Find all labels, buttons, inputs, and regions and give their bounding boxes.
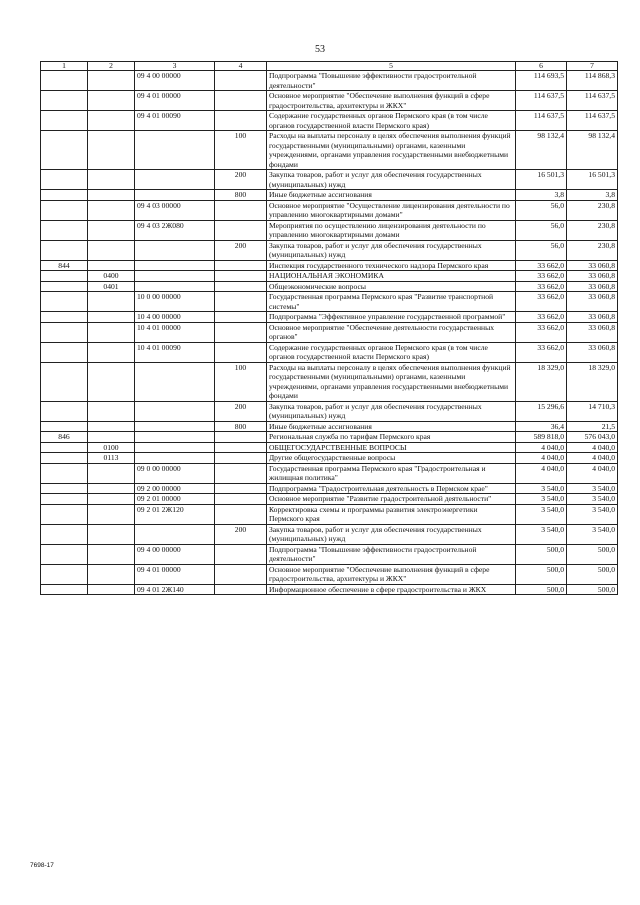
table-row [41,312,618,323]
target-article-cell [135,442,215,453]
amount-year1-cell: 33 662,0 [516,260,567,271]
target-article-cell: 09 4 00 00000 [135,544,215,564]
description-cell: Инспекция государственного технического надзора Пермского края [267,260,516,271]
amount-year1-cell: 3,8 [516,190,567,201]
description-cell: Закупка товаров, работ и услуг для обеспечения государственных (муниципальных) нужд [267,524,516,544]
amount-year1-cell: 18 329,0 [516,362,567,401]
amount-year1-cell: 56,0 [516,220,567,240]
table-row [41,131,618,170]
amount-year2-cell: 3 540,0 [567,504,618,524]
amount-year1-cell: 15 296,6 [516,401,567,421]
section-code-cell [88,292,135,312]
description-cell: Государственная программа Пермского края "Градостроительная и жилищная политика" [267,463,516,483]
expense-type-cell [215,463,267,483]
admin-code-cell [41,170,88,190]
target-article-cell [135,401,215,421]
amount-year1-cell: 33 662,0 [516,271,567,282]
amount-year1-cell: 3 540,0 [516,483,567,494]
amount-year1-cell: 500,0 [516,564,567,584]
amount-year2-cell: 33 060,8 [567,342,618,362]
section-code-cell [88,170,135,190]
admin-code-cell [41,463,88,483]
amount-year2-cell: 114 868,3 [567,71,618,91]
expense-type-cell: 200 [215,240,267,260]
table-row [41,111,618,131]
amount-year2-cell: 230,8 [567,200,618,220]
section-code-cell: 0400 [88,271,135,282]
admin-code-cell [41,271,88,282]
description-cell: Подпрограмма "Эффективное управление государственной программой" [267,312,516,323]
table-row [41,544,618,564]
table-row [41,453,618,464]
expense-type-cell [215,483,267,494]
table-row [41,584,618,595]
amount-year1-cell: 114 693,5 [516,71,567,91]
description-cell: Основное мероприятие "Обеспечение деятельности государственных органов" [267,322,516,342]
amount-year1-cell: 4 040,0 [516,463,567,483]
amount-year2-cell: 3 540,0 [567,524,618,544]
description-cell: Закупка товаров, работ и услуг для обеспечения государственных (муниципальных) нужд [267,240,516,260]
table-row [41,260,618,271]
expense-type-cell [215,271,267,282]
section-code-cell [88,432,135,443]
expense-type-cell [215,220,267,240]
amount-year2-cell: 33 060,8 [567,260,618,271]
table-row [41,442,618,453]
amount-year2-cell: 33 060,8 [567,322,618,342]
target-article-cell: 09 4 01 00000 [135,564,215,584]
table-row [41,71,618,91]
section-code-cell [88,190,135,201]
expense-type-cell [215,504,267,524]
table-row [41,432,618,443]
admin-code-cell: 844 [41,260,88,271]
admin-code-cell [41,312,88,323]
target-article-cell: 09 2 00 00000 [135,483,215,494]
amount-year2-cell: 3,8 [567,190,618,201]
amount-year1-cell: 98 132,4 [516,131,567,170]
description-cell: Общеэкономические вопросы [267,281,516,292]
admin-code-cell [41,342,88,362]
description-cell: Подпрограмма "Повышение эффективности градостроительной деятельности" [267,544,516,564]
target-article-cell: 10 0 00 00000 [135,292,215,312]
amount-year2-cell: 3 540,0 [567,494,618,505]
amount-year2-cell: 33 060,8 [567,281,618,292]
table-row [41,342,618,362]
section-code-cell [88,220,135,240]
target-article-cell: 09 4 01 00000 [135,91,215,111]
amount-year1-cell: 589 818,0 [516,432,567,443]
expense-type-cell [215,544,267,564]
section-code-cell [88,200,135,220]
section-code-cell [88,421,135,432]
amount-year2-cell: 230,8 [567,220,618,240]
amount-year1-cell: 33 662,0 [516,281,567,292]
description-cell: Информационное обеспечение в сфере градостроительства и ЖКХ [267,584,516,595]
target-article-cell: 10 4 00 00000 [135,312,215,323]
target-article-cell [135,260,215,271]
admin-code-cell [41,504,88,524]
description-cell: Иные бюджетные ассигнования [267,421,516,432]
amount-year2-cell: 500,0 [567,564,618,584]
header-cell: 4 [215,62,267,71]
admin-code-cell [41,483,88,494]
target-article-cell [135,453,215,464]
expense-type-cell: 800 [215,421,267,432]
expense-type-cell [215,312,267,323]
section-code-cell: 0401 [88,281,135,292]
expense-type-cell: 100 [215,131,267,170]
amount-year2-cell: 500,0 [567,544,618,564]
amount-year1-cell: 500,0 [516,584,567,595]
target-article-cell [135,524,215,544]
expense-type-cell [215,111,267,131]
section-code-cell [88,111,135,131]
section-code-cell: 0113 [88,453,135,464]
amount-year2-cell: 4 040,0 [567,463,618,483]
expense-type-cell [215,453,267,464]
table-row [41,463,618,483]
target-article-cell [135,281,215,292]
description-cell: Содержание государственных органов Пермского края (в том числе органов государственной власти Пермского края) [267,111,516,131]
expense-type-cell [215,564,267,584]
admin-code-cell [41,453,88,464]
section-code-cell [88,483,135,494]
target-article-cell [135,170,215,190]
description-cell: Подпрограмма "Повышение эффективности градостроительной деятельности" [267,71,516,91]
description-cell: Корректировка схемы и программы развития электроэнергетики Пермского края [267,504,516,524]
target-article-cell: 10 4 01 00090 [135,342,215,362]
amount-year2-cell: 3 540,0 [567,483,618,494]
section-code-cell [88,312,135,323]
expense-type-cell [215,200,267,220]
target-article-cell [135,432,215,443]
target-article-cell [135,362,215,401]
description-cell: НАЦИОНАЛЬНАЯ ЭКОНОМИКА [267,271,516,282]
target-article-cell: 10 4 01 00000 [135,322,215,342]
header-cell: 6 [516,62,567,71]
admin-code-cell [41,240,88,260]
description-cell: Закупка товаров, работ и услуг для обеспечения государственных (муниципальных) нужд [267,170,516,190]
expense-type-cell [215,292,267,312]
amount-year1-cell: 114 637,5 [516,91,567,111]
amount-year1-cell: 33 662,0 [516,292,567,312]
target-article-cell: 09 4 01 2Ж140 [135,584,215,595]
section-code-cell [88,260,135,271]
header-cell: 1 [41,62,88,71]
section-code-cell [88,524,135,544]
admin-code-cell [41,111,88,131]
expense-type-cell: 200 [215,524,267,544]
expense-type-cell [215,584,267,595]
description-cell: Закупка товаров, работ и услуг для обеспечения государственных (муниципальных) нужд [267,401,516,421]
amount-year2-cell: 114 637,5 [567,111,618,131]
amount-year1-cell: 3 540,0 [516,524,567,544]
description-cell: Расходы на выплаты персоналу в целях обеспечения выполнения функций государственными (муниципальными) органами, казенными учреждениями, органами управления государственными внебюджетными фондами [267,362,516,401]
expense-type-cell [215,432,267,443]
admin-code-cell [41,71,88,91]
section-code-cell [88,463,135,483]
section-code-cell [88,71,135,91]
admin-code-cell [41,584,88,595]
amount-year2-cell: 114 637,5 [567,91,618,111]
table-row [41,483,618,494]
section-code-cell [88,564,135,584]
admin-code-cell [41,322,88,342]
table-row [41,170,618,190]
header-cell: 2 [88,62,135,71]
section-code-cell [88,362,135,401]
admin-code-cell [41,292,88,312]
section-code-cell [88,322,135,342]
amount-year2-cell: 98 132,4 [567,131,618,170]
section-code-cell [88,91,135,111]
admin-code-cell [41,544,88,564]
description-cell: Основное мероприятие "Развитие градостроительной деятельности" [267,494,516,505]
table-row [41,564,618,584]
description-cell: ОБЩЕГОСУДАРСТВЕННЫЕ ВОПРОСЫ [267,442,516,453]
admin-code-cell [41,564,88,584]
amount-year2-cell: 4 040,0 [567,442,618,453]
target-article-cell [135,131,215,170]
target-article-cell: 09 2 01 2Ж120 [135,504,215,524]
section-code-cell [88,544,135,564]
amount-year2-cell: 16 501,3 [567,170,618,190]
description-cell: Государственная программа Пермского края "Развитие транспортной системы" [267,292,516,312]
amount-year1-cell: 33 662,0 [516,322,567,342]
admin-code-cell [41,220,88,240]
description-cell: Содержание государственных органов Пермского края (в том числе органов государственной власти Пермского края) [267,342,516,362]
section-code-cell [88,584,135,595]
table-row [41,200,618,220]
section-code-cell [88,504,135,524]
amount-year1-cell: 33 662,0 [516,312,567,323]
budget-table [40,61,618,595]
table-row [41,504,618,524]
admin-code-cell [41,190,88,201]
header-row [41,62,618,71]
admin-code-cell [41,131,88,170]
target-article-cell: 09 4 03 00000 [135,200,215,220]
table-row [41,281,618,292]
amount-year2-cell: 576 043,0 [567,432,618,443]
description-cell: Иные бюджетные ассигнования [267,190,516,201]
expense-type-cell: 100 [215,362,267,401]
amount-year1-cell: 4 040,0 [516,442,567,453]
expense-type-cell: 200 [215,170,267,190]
expense-type-cell: 800 [215,190,267,201]
header-cell: 5 [267,62,516,71]
target-article-cell: 09 0 00 00000 [135,463,215,483]
amount-year2-cell: 4 040,0 [567,453,618,464]
description-cell: Основное мероприятие "Осуществление лицензирования деятельности по управлению многоквартирными домами" [267,200,516,220]
amount-year1-cell: 3 540,0 [516,504,567,524]
section-code-cell [88,401,135,421]
amount-year2-cell: 230,8 [567,240,618,260]
amount-year1-cell: 36,4 [516,421,567,432]
expense-type-cell [215,71,267,91]
admin-code-cell [41,281,88,292]
admin-code-cell [41,421,88,432]
amount-year1-cell: 56,0 [516,240,567,260]
section-code-cell [88,342,135,362]
amount-year2-cell: 18 329,0 [567,362,618,401]
admin-code-cell [41,442,88,453]
amount-year1-cell: 56,0 [516,200,567,220]
description-cell: Мероприятия по осуществлению лицензирования деятельности по управлению многоквартирными домами [267,220,516,240]
description-cell: Основное мероприятие "Обеспечение выполнения функций в сфере градостроительства, архитектуры и ЖКХ" [267,564,516,584]
header-cell: 3 [135,62,215,71]
target-article-cell [135,240,215,260]
amount-year2-cell: 33 060,8 [567,271,618,282]
table-row [41,322,618,342]
expense-type-cell [215,91,267,111]
admin-code-cell [41,200,88,220]
expense-type-cell [215,342,267,362]
amount-year1-cell: 500,0 [516,544,567,564]
description-cell: Другие общегосударственные вопросы [267,453,516,464]
admin-code-cell [41,401,88,421]
table-row [41,494,618,505]
target-article-cell: 09 4 00 00000 [135,71,215,91]
target-article-cell: 09 4 01 00090 [135,111,215,131]
page-number: 53 [315,44,325,55]
target-article-cell: 09 4 03 2Ж080 [135,220,215,240]
section-code-cell [88,240,135,260]
expense-type-cell [215,442,267,453]
target-article-cell [135,421,215,432]
amount-year2-cell: 33 060,8 [567,292,618,312]
target-article-cell [135,190,215,201]
section-code-cell: 0100 [88,442,135,453]
target-article-cell [135,271,215,282]
amount-year1-cell: 3 540,0 [516,494,567,505]
amount-year2-cell: 500,0 [567,584,618,595]
admin-code-cell [41,362,88,401]
amount-year2-cell: 21,5 [567,421,618,432]
description-cell: Расходы на выплаты персоналу в целях обеспечения выполнения функций государственными (муниципальными) органами, казенными учреждениями, органами управления государственными внебюджетными фондами [267,131,516,170]
section-code-cell [88,494,135,505]
admin-code-cell [41,494,88,505]
table-row [41,240,618,260]
table-row [41,362,618,401]
table-row [41,271,618,282]
amount-year1-cell: 16 501,3 [516,170,567,190]
table-row [41,220,618,240]
admin-code-cell: 846 [41,432,88,443]
amount-year1-cell: 4 040,0 [516,453,567,464]
footer-code: 7698-17 [30,862,54,869]
table-row [41,401,618,421]
admin-code-cell [41,91,88,111]
target-article-cell: 09 2 01 00000 [135,494,215,505]
expense-type-cell: 200 [215,401,267,421]
amount-year2-cell: 14 710,3 [567,401,618,421]
table-row [41,524,618,544]
amount-year2-cell: 33 060,8 [567,312,618,323]
expense-type-cell [215,322,267,342]
amount-year1-cell: 114 637,5 [516,111,567,131]
table-row [41,190,618,201]
table-row [41,292,618,312]
amount-year1-cell: 33 662,0 [516,342,567,362]
section-code-cell [88,131,135,170]
admin-code-cell [41,524,88,544]
header-cell: 7 [567,62,618,71]
expense-type-cell [215,281,267,292]
table-row [41,91,618,111]
expense-type-cell [215,494,267,505]
table-row [41,421,618,432]
description-cell: Региональная служба по тарифам Пермского края [267,432,516,443]
description-cell: Подпрограмма "Градостроительная деятельность в Пермском крае" [267,483,516,494]
description-cell: Основное мероприятие "Обеспечение выполнения функций в сфере градостроительства, архитектуры и ЖКХ" [267,91,516,111]
expense-type-cell [215,260,267,271]
